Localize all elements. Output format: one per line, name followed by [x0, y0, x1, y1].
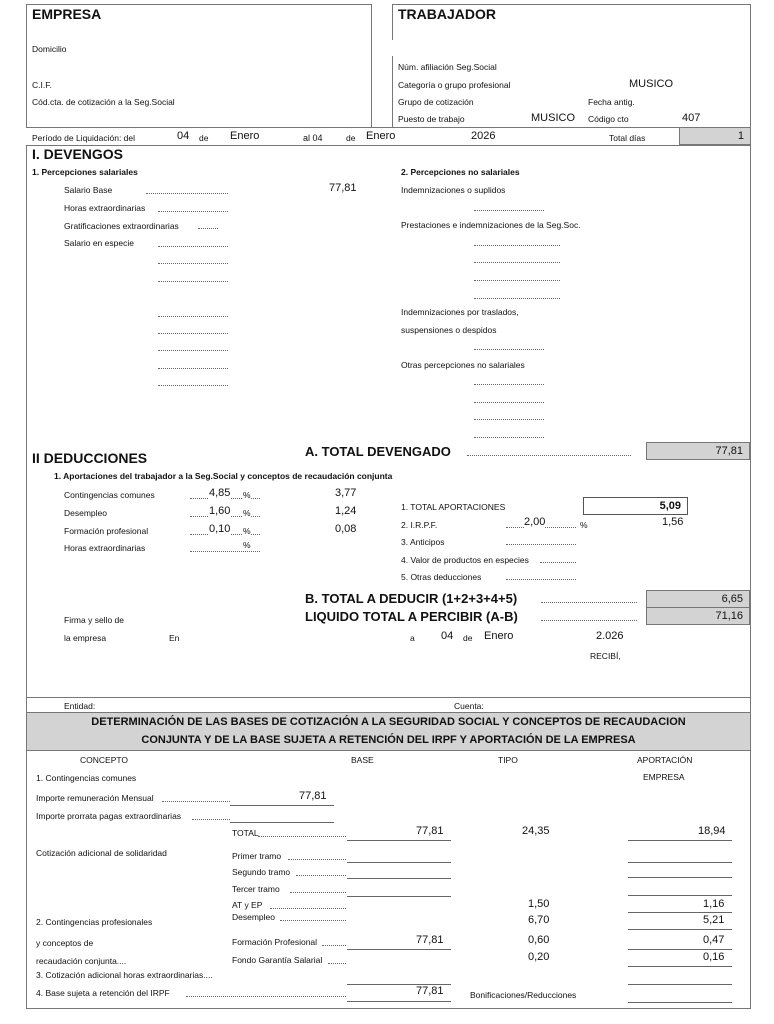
- horas-extra-label: Horas extraordinarias: [64, 203, 146, 213]
- contingencias-comunes-label: Contingencias comunes: [64, 490, 155, 500]
- tercer-tramo-dots: [290, 892, 346, 893]
- total-devengado-value: 77,81: [646, 442, 750, 460]
- total-base: 77,81: [416, 825, 444, 837]
- irpf-base-label: 4. Base sujeta a retención del IRPF: [36, 988, 170, 998]
- firma-year: 2.026: [596, 630, 624, 642]
- total-dias-value: 1: [679, 127, 751, 145]
- fogasa-tipo: 0,20: [528, 951, 550, 963]
- fogasa-aportacion: 0,16: [703, 951, 725, 963]
- primer-tramo-aport-underline: [628, 862, 732, 863]
- especie-dots-5: [158, 333, 228, 334]
- empresa-title: EMPRESA: [32, 6, 102, 22]
- contingencias-comunes-value: 3,77: [335, 487, 357, 499]
- desempleo-value: 1,24: [335, 505, 357, 517]
- prorrata-dots: [192, 819, 230, 820]
- indemnizaciones-dots: [474, 210, 544, 211]
- no-salariales-title: 2. Percepciones no salariales: [401, 167, 520, 177]
- indemnizaciones-label: Indemnizaciones o suplidos: [401, 185, 506, 195]
- salario-base-label: Salario Base: [64, 185, 113, 195]
- at-ep-aportacion: 1,16: [703, 898, 725, 910]
- bases-title-line-2: CONJUNTA Y DE LA BASE SUJETA A RETENCIÓN DEL IRPF Y APORTACIÓN DE LA EMPRESA: [141, 734, 636, 746]
- gratificaciones-dots: [198, 228, 218, 229]
- total-aportaciones-label: 1. TOTAL APORTACIONES: [401, 502, 506, 512]
- col-concepto: CONCEPTO: [80, 755, 129, 765]
- main-left-border: [26, 145, 27, 1008]
- desempleo-emp-aportacion: 5,21: [703, 914, 725, 926]
- formacion-prof-aport-underline: [628, 949, 732, 950]
- aportaciones-title: 1. Aportaciones del trabajador a la Seg.Social y conceptos de recaudación conjunta: [54, 471, 393, 481]
- formacion-pct-sign: %: [243, 526, 251, 536]
- irpf-base-value: 77,81: [416, 985, 444, 997]
- grupo-label: Grupo de cotización: [398, 97, 474, 107]
- cont-prof-label-3: recaudación conjunta....: [36, 956, 127, 966]
- codigo-cto-value: 407: [682, 112, 701, 124]
- periodo-top-line: [26, 127, 751, 128]
- desempleo-emp-aport-underline: [628, 929, 732, 930]
- puesto-label: Puesto de trabajo: [398, 114, 465, 124]
- segundo-tramo-dots: [296, 875, 346, 876]
- trabajador-top-border: [392, 4, 750, 5]
- traslados-label-1: Indemnizaciones por traslados,: [401, 307, 519, 317]
- especie-dots-1: [158, 246, 228, 247]
- traslados-dots: [474, 349, 544, 350]
- traslados-label-2: suspensiones o despidos: [401, 325, 497, 335]
- segundo-tramo-underline: [347, 878, 451, 879]
- tercer-tramo-label: Tercer tramo: [232, 884, 280, 894]
- devengos-title: I. DEVENGOS: [32, 146, 124, 162]
- otras-dots-4: [474, 437, 544, 438]
- anticipos-dots: [506, 544, 576, 545]
- especies-label: 4. Valor de productos en especies: [401, 555, 529, 565]
- total-aportaciones-value: 5,09: [583, 497, 688, 515]
- total-deducir-dots: [541, 602, 637, 603]
- total-deducir-value: 6,65: [646, 590, 750, 608]
- especie-dots-4: [158, 316, 228, 317]
- total-aportacion: 18,94: [698, 825, 726, 837]
- firma-label-2: la empresa: [64, 633, 107, 643]
- formacion-prof-tipo: 0,60: [528, 934, 550, 946]
- total-devengado-label: A. TOTAL DEVENGADO: [305, 444, 451, 459]
- periodo-from-day: 04: [177, 130, 190, 142]
- periodo-label: Período de Liquidación: del: [32, 133, 136, 143]
- remuneracion-underline: [230, 805, 334, 806]
- trabajador-left-border-bottom: [392, 56, 393, 128]
- total-base-underline: [347, 840, 451, 841]
- desempleo-emp-dots: [280, 920, 346, 921]
- bases-title-line-1: DETERMINACIÓN DE LAS BASES DE COTIZACIÓN A LA SEGURIDAD SOCIAL Y CONCEPTOS DE RECAUDACION: [91, 716, 686, 728]
- gratificaciones-label: Gratificaciones extraordinarias: [64, 221, 179, 231]
- desempleo-emp-tipo: 6,70: [528, 914, 550, 926]
- formacion-value: 0,08: [335, 523, 357, 535]
- contingencias-comunes-pct: 4,85: [209, 487, 231, 499]
- remuneracion-value: 77,81: [299, 790, 327, 802]
- trabajador-right-border: [750, 4, 751, 128]
- solidaridad-label: Cotización adicional de solidaridad: [36, 848, 167, 858]
- total-tipo: 24,35: [522, 825, 550, 837]
- periodo-to-month: Enero: [366, 130, 396, 142]
- horas-extra-ded-label: Horas extraordinarias: [64, 543, 146, 553]
- tercer-tramo-underline: [347, 896, 451, 897]
- cuenta-label: Cuenta:: [454, 701, 484, 711]
- codigo-cto-label: Código cto: [588, 114, 629, 124]
- formacion-prof-label: Formación Profesional: [232, 937, 318, 947]
- irpf-label: 2. I.R.P.F.: [401, 520, 438, 530]
- afiliacion-label: Núm. afiliación Seg.Social: [398, 62, 497, 72]
- salario-base-value: 77,81: [329, 182, 357, 194]
- salario-especie-label: Salario en especie: [64, 238, 134, 248]
- prestaciones-dots-3: [474, 280, 560, 281]
- horas-extra-ded-pct-sign: %: [243, 540, 251, 550]
- cif-label: C.I.F.: [32, 80, 52, 90]
- formacion-label: Formación profesional: [64, 526, 149, 536]
- desempleo-label: Desempleo: [64, 508, 107, 518]
- horas-extra-aport-underline: [628, 984, 732, 985]
- periodo-year: 2026: [471, 130, 496, 142]
- horas-extra-ded-dots: [190, 551, 260, 552]
- liquido-label: LIQUIDO TOTAL A PERCIBIR (A-B): [305, 609, 518, 624]
- otras-dots-3: [474, 419, 544, 420]
- col-aportacion: APORTACIÓN: [637, 755, 693, 765]
- trabajador-left-border-top: [392, 4, 393, 40]
- periodo-bottom-line: [26, 145, 751, 146]
- liquido-value: 71,16: [646, 607, 750, 625]
- salariales-title: 1. Percepciones salariales: [32, 167, 138, 177]
- deducciones-title: II DEDUCCIONES: [32, 450, 148, 466]
- especie-dots-8: [158, 385, 228, 386]
- total-dias-label: Total días: [609, 133, 646, 143]
- prorrata-label: Importe prorrata pagas extraordinarias: [36, 811, 182, 821]
- at-ep-label: AT y EP: [232, 900, 263, 910]
- especie-dots-2: [158, 263, 228, 264]
- salario-base-dots: [146, 193, 228, 194]
- otras-deducciones-dots: [506, 579, 576, 580]
- bases-header: [27, 712, 750, 751]
- ccc-label: Cód.cta. de cotización a la Seg.Social: [32, 97, 175, 107]
- irpf-value: 1,56: [662, 516, 684, 528]
- at-ep-tipo: 1,50: [528, 898, 550, 910]
- firma-a-label: a: [410, 633, 415, 643]
- prestaciones-label: Prestaciones e indemnizaciones de la Seg.Soc.: [401, 220, 581, 230]
- irpf-pct-sign: %: [580, 520, 588, 530]
- firma-label-1: Firma y sello de: [64, 615, 124, 625]
- col-tipo: TIPO: [498, 755, 518, 765]
- entidad-label: Entidad:: [64, 701, 96, 711]
- formacion-prof-dots: [322, 945, 346, 946]
- anticipos-label: 3. Anticipos: [401, 537, 445, 547]
- desempleo-emp-label: Desempleo: [232, 912, 275, 922]
- formacion-prof-base-underline: [347, 949, 451, 950]
- liquido-dots: [541, 620, 637, 621]
- puesto-value: MUSICO: [531, 112, 575, 124]
- fecha-antig-label: Fecha antig.: [588, 97, 635, 107]
- col-base: BASE: [351, 755, 374, 765]
- otras-dots-2: [474, 402, 544, 403]
- fogasa-label: Fondo Garantía Salarial: [232, 955, 323, 965]
- prorrata-underline: [230, 822, 334, 823]
- otras-percepciones-label: Otras percepciones no salariales: [401, 360, 525, 370]
- segundo-tramo-aport-underline: [628, 877, 732, 878]
- fogasa-dots: [328, 963, 346, 964]
- bonificaciones-underline: [628, 1002, 732, 1003]
- firma-month: Enero: [484, 630, 514, 642]
- categoria-value: MUSICO: [629, 78, 673, 90]
- main-bottom-border: [26, 1008, 751, 1009]
- periodo-de2: de: [346, 133, 356, 143]
- recibi-label: RECIBÍ,: [590, 651, 621, 661]
- especie-dots-7: [158, 368, 228, 369]
- periodo-al: al 04: [303, 133, 323, 143]
- cont-prof-label-1: 2. Contingencias profesionales: [36, 917, 153, 927]
- especie-dots-3: [158, 281, 228, 282]
- firma-de-label: de: [463, 633, 473, 643]
- primer-tramo-dots: [288, 859, 346, 860]
- irpf-pct: 2,00: [524, 516, 546, 528]
- domicilio-label: Domicilio: [32, 44, 67, 54]
- contingencias-comunes-pct-sign: %: [243, 490, 251, 500]
- otras-deducciones-label: 5. Otras deducciones: [401, 572, 482, 582]
- especies-dots: [540, 562, 576, 563]
- periodo-de1: de: [199, 133, 209, 143]
- tercer-tramo-aport-underline: [628, 895, 732, 896]
- prestaciones-dots-1: [474, 245, 560, 246]
- otras-dots-1: [474, 384, 544, 385]
- prestaciones-dots-2: [474, 262, 560, 263]
- categoria-label: Categoría o grupo profesional: [398, 80, 511, 90]
- cont-prof-label-2: y conceptos de: [36, 938, 94, 948]
- at-ep-aport-underline: [628, 912, 732, 913]
- total-dots: [258, 836, 346, 837]
- remuneracion-label: Importe remuneración Mensual: [36, 793, 154, 803]
- at-ep-dots: [270, 908, 346, 909]
- col-empresa: EMPRESA: [643, 772, 685, 782]
- entidad-top-line: [26, 697, 751, 698]
- prestaciones-dots-4: [474, 298, 560, 299]
- bonificaciones-label: Bonificaciones/Reducciones: [470, 990, 577, 1000]
- desempleo-pct: 1,60: [209, 505, 231, 517]
- irpf-base-underline: [347, 1001, 451, 1002]
- desempleo-pct-sign: %: [243, 508, 251, 518]
- segundo-tramo-label: Segundo tramo: [232, 867, 291, 877]
- firma-en-label: En: [169, 633, 180, 643]
- irpf-base-dots: [186, 996, 346, 997]
- total-deducir-label: B. TOTAL A DEDUCIR (1+2+3+4+5): [305, 591, 518, 606]
- formacion-pct: 0,10: [209, 523, 231, 535]
- trabajador-title: TRABAJADOR: [398, 6, 496, 22]
- firma-day: 04: [441, 630, 454, 642]
- especie-dots-6: [158, 350, 228, 351]
- horas-extra-base-label: 3. Cotización adicional horas extraordinarias....: [36, 970, 213, 980]
- total-devengado-dots: [467, 455, 631, 456]
- periodo-from-month: Enero: [230, 130, 260, 142]
- remuneracion-dots: [162, 801, 230, 802]
- main-right-border: [750, 145, 751, 1008]
- formacion-prof-aportacion: 0,47: [703, 934, 725, 946]
- empresa-box: [26, 4, 372, 128]
- cont-comunes-label: 1. Contingencias comunes: [36, 773, 137, 783]
- total-aportacion-underline: [628, 840, 732, 841]
- total-label: TOTAL: [232, 828, 259, 838]
- horas-extra-dots: [158, 211, 228, 212]
- primer-tramo-label: Primer tramo: [232, 851, 282, 861]
- primer-tramo-underline: [347, 862, 451, 863]
- fogasa-aport-underline: [628, 966, 732, 967]
- formacion-prof-base: 77,81: [416, 934, 444, 946]
